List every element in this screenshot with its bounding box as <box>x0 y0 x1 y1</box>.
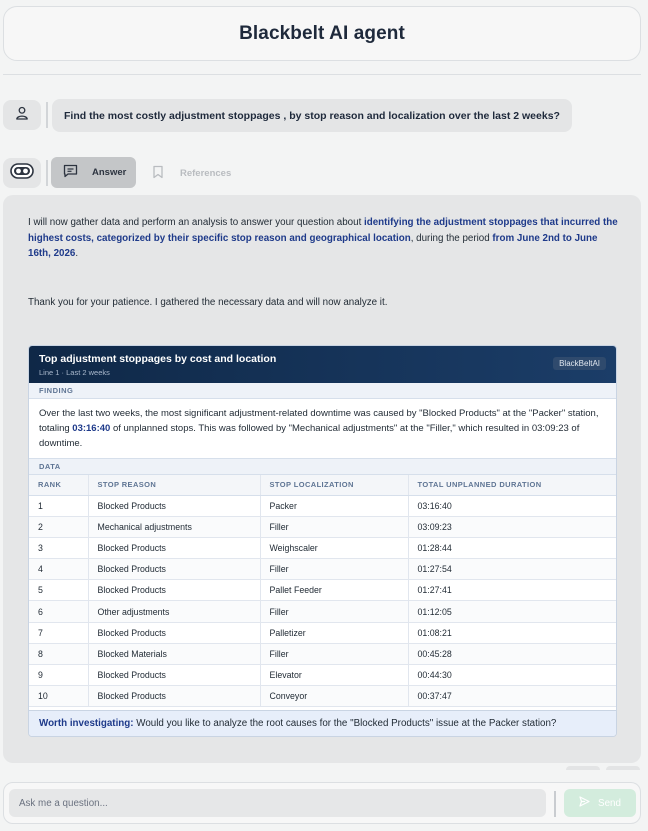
finding-part: of unplanned stops. This was followed by "Mechanical adjustments" at the "Filler," which resulted in 03:09:23 of downtime. <box>39 423 580 449</box>
cell-rank: 9 <box>29 665 88 686</box>
cell-duration: 01:27:54 <box>408 559 616 580</box>
cell-rank: 2 <box>29 516 88 537</box>
table-row <box>29 495 616 516</box>
card-subtitle: Line 1 · Last 2 weeks <box>39 368 110 377</box>
result-card <box>28 345 617 737</box>
bookmark-icon <box>152 165 164 182</box>
cell-stop-reason: Blocked Products <box>88 665 260 686</box>
cell-duration: 01:12:05 <box>408 601 616 622</box>
cell-stop-localization: Filler <box>260 559 408 580</box>
table-row <box>29 601 616 622</box>
cell-stop-reason: Blocked Products <box>88 686 260 707</box>
column-header-duration: TOTAL UNPLANNED DURATION <box>408 475 616 495</box>
intro-text: I will now gather data and perform an analysis to answer your question about <box>28 217 365 228</box>
user-icon <box>15 106 29 125</box>
cell-rank: 4 <box>29 559 88 580</box>
data-label: DATA <box>29 459 616 475</box>
cell-rank: 7 <box>29 622 88 643</box>
table-header-row <box>29 475 616 495</box>
cell-duration: 03:16:40 <box>408 495 616 516</box>
cell-stop-localization: Weighscaler <box>260 537 408 558</box>
intro-text: , during the period <box>410 232 493 244</box>
cell-duration: 00:44:30 <box>408 665 616 686</box>
table-row <box>29 580 616 601</box>
cell-stop-localization: Filler <box>260 516 408 537</box>
cell-stop-reason: Blocked Products <box>88 495 260 516</box>
scroll-hint <box>606 766 640 770</box>
app-title: Blackbelt AI agent <box>239 22 405 44</box>
answer-panel <box>3 195 641 763</box>
composer-separator <box>554 791 556 817</box>
cell-stop-reason: Blocked Products <box>88 580 260 601</box>
tab-answer[interactable] <box>51 157 136 188</box>
table-row <box>29 622 616 643</box>
cell-stop-localization: Pallet Feeder <box>260 580 408 601</box>
cell-stop-reason: Blocked Materials <box>88 643 260 664</box>
user-avatar <box>3 100 41 130</box>
table-row <box>29 686 616 707</box>
card-header <box>29 346 616 383</box>
answer-intro <box>28 215 618 262</box>
cell-stop-reason: Other adjustments <box>88 601 260 622</box>
cell-rank: 8 <box>29 643 88 664</box>
send-icon <box>579 796 590 810</box>
cell-stop-localization: Palletizer <box>260 622 408 643</box>
cell-duration: 01:28:44 <box>408 537 616 558</box>
user-question: Find the most costly adjustment stoppages , by stop reason and localization over the last 2 weeks? <box>52 99 572 132</box>
table-row <box>29 516 616 537</box>
composer <box>3 782 641 824</box>
robot-icon <box>10 162 34 185</box>
cell-stop-reason: Blocked Products <box>88 559 260 580</box>
scroll-hint <box>566 766 600 770</box>
cell-stop-reason: Blocked Products <box>88 537 260 558</box>
column-header-stop-localization: STOP LOCALIZATION <box>260 475 408 495</box>
intro-highlight-period: from June 2nd to June 16th, 2026 <box>28 232 598 259</box>
cell-duration: 00:37:47 <box>408 686 616 707</box>
cell-stop-reason: Mechanical adjustments <box>88 516 260 537</box>
finding-part: Over the last two weeks, the most significant adjustment-related downtime was caused by "Blocked Products" at the "Packer" station, totaling <box>39 408 599 434</box>
cell-stop-localization: Packer <box>260 495 408 516</box>
finding-text <box>29 399 616 459</box>
question-input[interactable] <box>9 789 546 817</box>
footer-label: Worth investigating: <box>39 718 134 729</box>
cell-stop-reason: Blocked Products <box>88 622 260 643</box>
cell-stop-localization: Conveyor <box>260 686 408 707</box>
footer-text: Would you like to analyze the root causes for the "Blocked Products" issue at the Packer station? <box>133 718 557 729</box>
cell-rank: 10 <box>29 686 88 707</box>
tab-references[interactable] <box>152 161 231 185</box>
brand-badge: BlackBeltAI <box>553 357 606 370</box>
cell-duration: 01:08:21 <box>408 622 616 643</box>
cell-duration: 03:09:23 <box>408 516 616 537</box>
card-footer <box>29 710 616 736</box>
table-row <box>29 537 616 558</box>
column-header-rank: RANK <box>29 475 88 495</box>
send-label: Send <box>598 797 621 809</box>
assistant-avatar <box>3 158 41 188</box>
column-header-stop-reason: STOP REASON <box>88 475 260 495</box>
app-header <box>3 6 641 61</box>
finding-highlight: 03:16:40 <box>72 423 111 434</box>
card-title: Top adjustment stoppages by cost and location <box>39 353 277 365</box>
send-button[interactable] <box>564 789 636 817</box>
stoppage-table <box>29 475 616 707</box>
cell-rank: 3 <box>29 537 88 558</box>
cell-stop-localization: Elevator <box>260 665 408 686</box>
message-separator <box>46 102 48 128</box>
assistant-separator <box>46 160 48 186</box>
intro-highlight-topic: identifying the adjustment stoppages that incurred the highest costs, categorized by their specific stop reason and geographical location <box>28 217 618 244</box>
cell-rank: 6 <box>29 601 88 622</box>
chat-icon <box>63 164 78 181</box>
answer-status-text: Thank you for your patience. I gathered the necessary data and will now analyze it. <box>28 297 388 308</box>
table-row <box>29 665 616 686</box>
cell-stop-localization: Filler <box>260 601 408 622</box>
header-divider <box>3 74 641 75</box>
table-row <box>29 559 616 580</box>
table-row <box>29 643 616 664</box>
finding-label: FINDING <box>29 383 616 399</box>
cell-duration: 00:45:28 <box>408 643 616 664</box>
tab-references-label: References <box>180 167 232 179</box>
intro-text: . <box>75 248 79 259</box>
cell-rank: 1 <box>29 495 88 516</box>
cell-rank: 5 <box>29 580 88 601</box>
cell-stop-localization: Filler <box>260 643 408 664</box>
tab-answer-label: Answer <box>92 167 127 178</box>
cell-duration: 01:27:41 <box>408 580 616 601</box>
